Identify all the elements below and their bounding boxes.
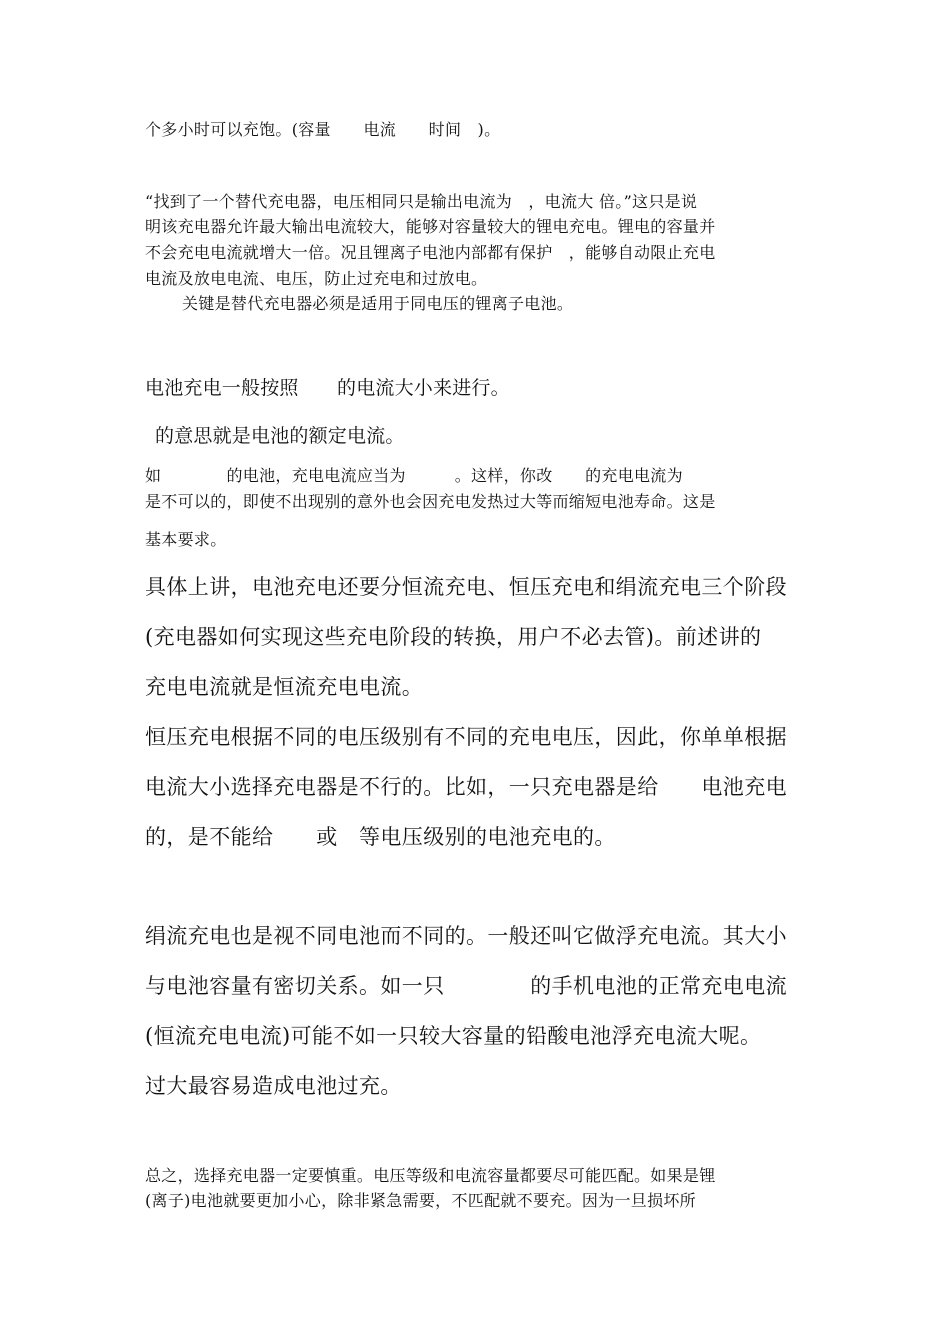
text-line: (离子)电池就要更加小心，除非紧急需要，不匹配就不要充。因为一旦损坏所 xyxy=(145,1191,696,1210)
text-line: 与电池容量有密切关系。如一只 的手机电池的正常充电电流 xyxy=(145,974,787,998)
text-line: 如 的电池，充电电流应当为 。这样，你改 的充电电流为 xyxy=(145,466,683,485)
text-line: 绢流充电也是视不同电池而不同的。一般还叫它做浮充电流。其大小 xyxy=(145,924,787,948)
text-line: 的，是不能给 或 等电压级别的电池充电的。 xyxy=(145,825,616,849)
text-line: 电池充电一般按照 的电流大小来进行。 xyxy=(145,377,510,399)
text-line: 的意思就是电池的额定电流。 xyxy=(155,425,405,447)
text-line: 电流及放电电流、电压，防止过充电和过放电。 xyxy=(145,269,488,288)
text-line: 电流大小选择充电器是不行的。比如，一只充电器是给 电池充电 xyxy=(145,775,787,799)
text-line: 过大最容易造成电池过充。 xyxy=(145,1074,402,1098)
text-line: 充电电流就是恒流充电电流。 xyxy=(145,675,424,699)
text-line: 具体上讲，电池充电还要分恒流充电、恒压充电和绢流充电三个阶段 xyxy=(145,575,787,599)
text-line: 个多小时可以充饱。(容量 电流 时间 )。 xyxy=(145,120,501,139)
text-line: 明该充电器允许最大输出电流较大，能够对容量较大的锂电充电。锂电的容量并 xyxy=(145,217,716,236)
text-line: (充电器如何实现这些充电阶段的转换，用户不必去管)。前述讲的 xyxy=(145,625,762,649)
text-line: 总之，选择充电器一定要慎重。电压等级和电流容量都要尽可能匹配。如果是锂 xyxy=(145,1166,716,1185)
text-line: 是不可以的，即使不出现别的意外也会因充电发热过大等而缩短电池寿命。这是 xyxy=(145,492,716,511)
text-line: 基本要求。 xyxy=(145,530,227,549)
text-line: (恒流充电电流)可能不如一只较大容量的铅酸电池浮充电流大呢。 xyxy=(145,1024,762,1048)
text-line: 不会充电电流就增大一倍。况且锂离子电池内部都有保护 ，能够自动限止充电 xyxy=(145,243,716,262)
text-line: “找到了一个替代充电器，电压相同只是输出电流为 ，电流大 倍。”这只是说 xyxy=(145,192,698,211)
text-line: 恒压充电根据不同的电压级别有不同的充电电压，因此，你单单根据 xyxy=(145,725,787,749)
text-line: 关键是替代充电器必须是适用于同电压的锂离子电池。 xyxy=(182,294,574,313)
